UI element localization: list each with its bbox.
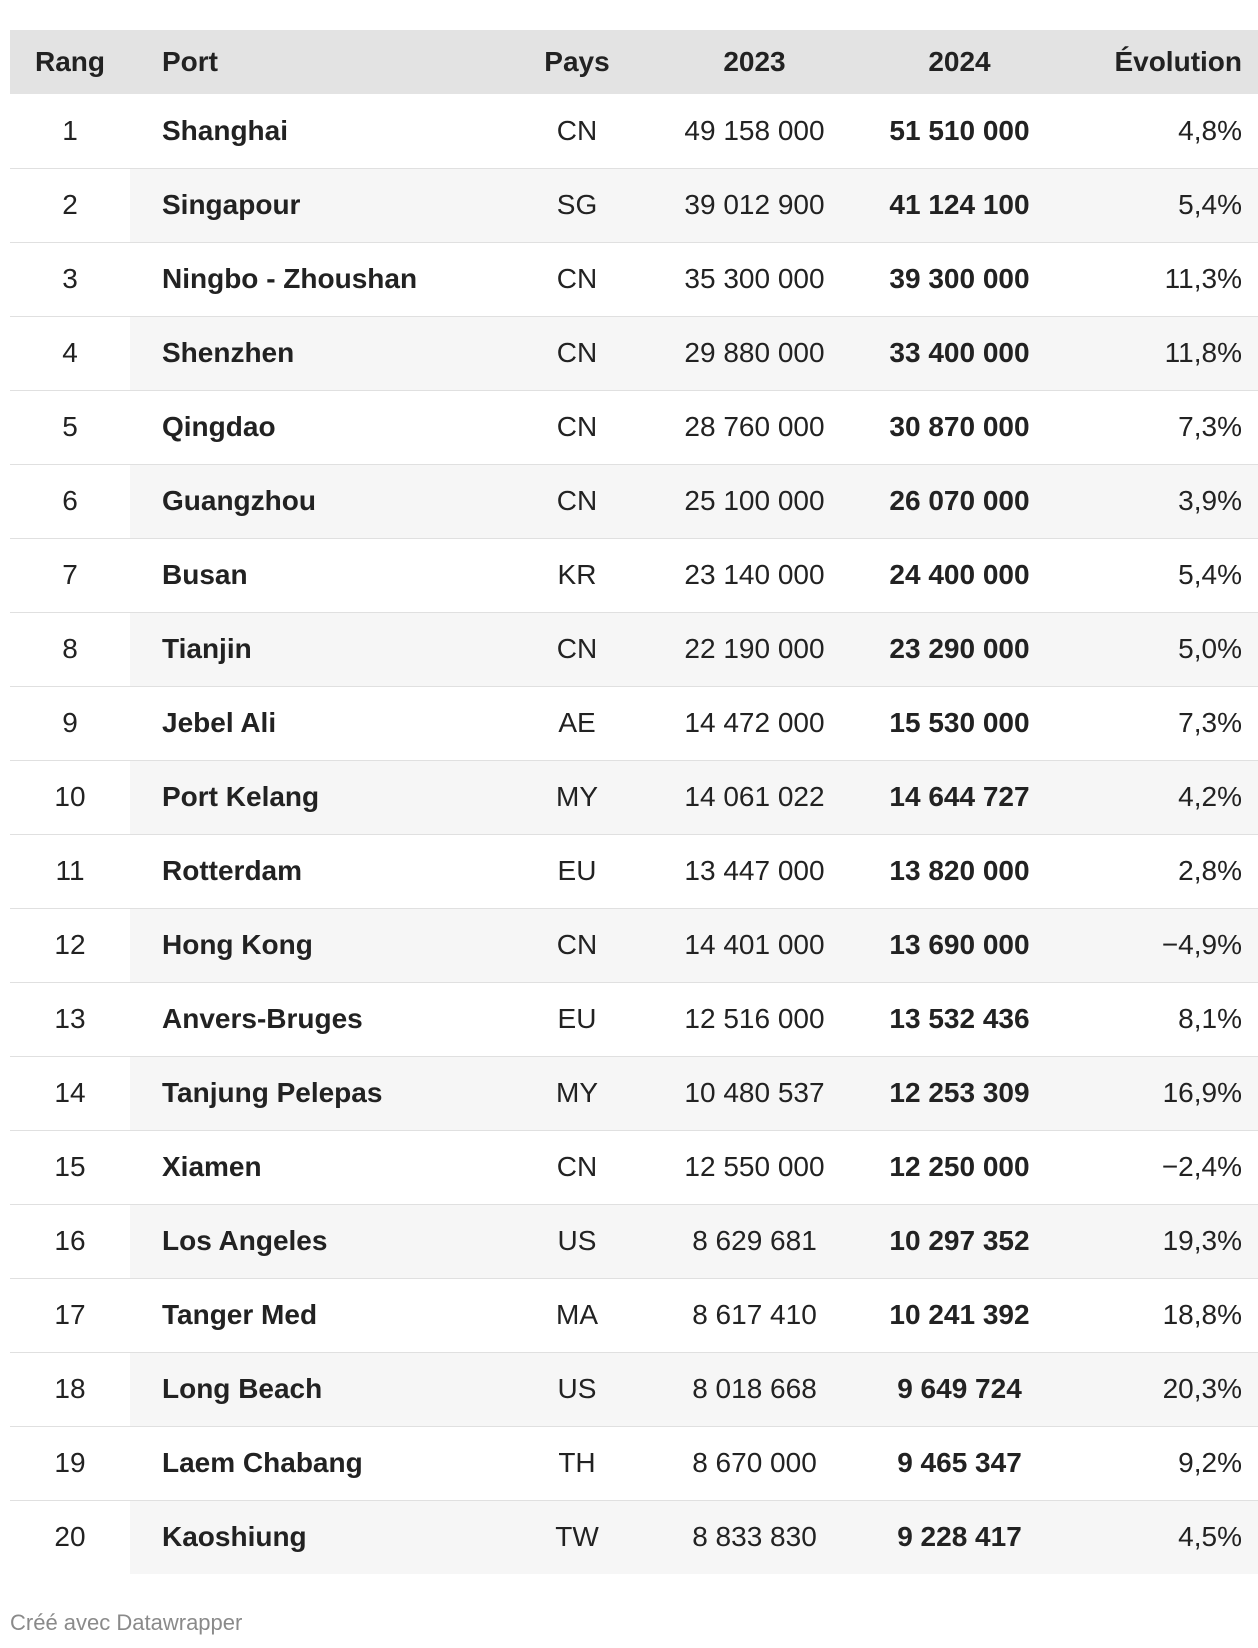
cell-2023: 8 617 410 [692, 1299, 817, 1330]
cell-2023: 8 018 668 [652, 1352, 857, 1426]
cell-port: Qingdao [162, 411, 276, 442]
ports-table-container [10, 30, 1242, 1574]
cell-2023: 29 880 000 [652, 316, 857, 390]
cell-evolution: 20,3% [1062, 1352, 1258, 1426]
cell-rang: 8 [62, 633, 78, 664]
cell-evolution: 3,9% [1062, 464, 1258, 538]
cell-2023: 14 472 000 [684, 707, 825, 738]
cell-rang: 11 [55, 855, 85, 886]
cell-evolution: 9,2% [1178, 1447, 1242, 1478]
cell-pays: CN [556, 263, 598, 294]
cell-pays: CN [556, 114, 598, 146]
cell-2023: 14 061 022 [652, 760, 857, 834]
table-row [10, 316, 1258, 390]
cell-evolution: 4,2% [1062, 760, 1258, 834]
cell-evolution: 16,9% [1062, 1056, 1258, 1130]
cell-rang: 12 [54, 929, 86, 960]
cell-evolution: 19,3% [1062, 1204, 1258, 1278]
cell-rang: 2 [62, 189, 78, 220]
cell-2023: 22 190 000 [652, 612, 857, 686]
cell-2024: 10 297 352 [857, 1204, 1062, 1278]
table-row [10, 612, 1258, 686]
table-body [10, 94, 1258, 1574]
cell-2024: 15 530 000 [889, 707, 1030, 738]
cell-rang: 1 [62, 114, 78, 146]
cell-2023: 35 300 000 [684, 263, 825, 294]
cell-2023: 28 760 000 [684, 411, 825, 442]
cell-rang: 6 [62, 485, 78, 516]
cell-port: Long Beach [130, 1352, 502, 1426]
table-row [10, 1352, 1258, 1426]
cell-rang: 14 [54, 1077, 86, 1108]
cell-evolution: 2,8% [1178, 855, 1242, 886]
cell-2024: 13 532 436 [889, 1003, 1030, 1034]
cell-pays: US [502, 1204, 652, 1278]
table-row [10, 242, 1258, 316]
cell-evolution: 4,5% [1062, 1500, 1258, 1574]
cell-pays: CN [556, 411, 598, 442]
cell-2024: 12 250 000 [889, 1151, 1030, 1182]
table-row [10, 1130, 1258, 1204]
cell-port: Laem Chabang [162, 1447, 363, 1478]
cell-port: Xiamen [162, 1151, 262, 1182]
cell-2024: 33 400 000 [857, 316, 1062, 390]
table-row [10, 982, 1258, 1056]
cell-2023: 14 401 000 [652, 908, 857, 982]
cell-rang: 4 [62, 337, 78, 368]
cell-rang: 20 [54, 1521, 86, 1553]
cell-2023: 12 516 000 [684, 1003, 825, 1034]
cell-2023: 8 670 000 [692, 1447, 817, 1478]
cell-pays: EU [557, 855, 597, 886]
cell-2024: 51 510 000 [889, 114, 1030, 146]
cell-rang: 7 [62, 559, 78, 590]
cell-evolution: 11,8% [1062, 316, 1258, 390]
cell-rang: 3 [62, 263, 78, 294]
cell-2024: 30 870 000 [889, 411, 1030, 442]
cell-rang: 15 [54, 1151, 86, 1182]
cell-port: Jebel Ali [162, 707, 277, 738]
cell-rang: 18 [54, 1373, 86, 1404]
cell-evolution: 5,0% [1062, 612, 1258, 686]
cell-2023: 8 629 681 [652, 1204, 857, 1278]
table-row [10, 464, 1258, 538]
cell-2024: 9 465 347 [897, 1447, 1022, 1478]
cell-2024: 23 290 000 [857, 612, 1062, 686]
cell-pays: TW [502, 1500, 652, 1574]
cell-pays: TH [558, 1447, 596, 1478]
cell-port: Singapour [130, 168, 502, 242]
cell-pays: MA [556, 1299, 598, 1330]
table-row [10, 168, 1258, 242]
credit-text: Créé avec Datawrapper [10, 1610, 243, 1635]
cell-2023: 13 447 000 [684, 855, 825, 886]
cell-port: Ningbo - Zhoushan [162, 263, 418, 294]
cell-rang: 19 [54, 1447, 86, 1478]
cell-rang: 16 [54, 1225, 86, 1256]
cell-2024: 41 124 100 [857, 168, 1062, 242]
table-row [10, 1056, 1258, 1130]
cell-pays: MY [502, 760, 652, 834]
cell-port: Guangzhou [130, 464, 502, 538]
table-row [10, 94, 1258, 168]
table-row [10, 908, 1258, 982]
cell-port: Tanger Med [162, 1299, 318, 1330]
cell-port: Hong Kong [130, 908, 502, 982]
cell-pays: CN [502, 612, 652, 686]
cell-2024: 14 644 727 [857, 760, 1062, 834]
table-header [10, 30, 1258, 94]
header-2023[interactable]: 2023 [723, 46, 786, 77]
cell-rang: 9 [62, 707, 78, 738]
cell-evolution: 5,4% [1062, 168, 1258, 242]
cell-2024: 12 253 309 [857, 1056, 1062, 1130]
header-row [10, 30, 1258, 94]
cell-evolution: 18,8% [1162, 1299, 1242, 1330]
cell-pays: CN [502, 316, 652, 390]
cell-2023: 10 480 537 [652, 1056, 857, 1130]
cell-evolution: −4,9% [1062, 908, 1258, 982]
table-row [10, 760, 1258, 834]
cell-2024: 26 070 000 [857, 464, 1062, 538]
cell-port: Kaoshiung [130, 1500, 502, 1574]
cell-evolution: 7,3% [1178, 707, 1242, 738]
cell-port: Tianjin [130, 612, 502, 686]
table-row [10, 1500, 1258, 1574]
cell-pays: CN [502, 464, 652, 538]
table-row [10, 390, 1258, 464]
cell-port: Anvers-Bruges [162, 1003, 363, 1034]
cell-rang: 10 [54, 781, 86, 812]
cell-2023: 39 012 900 [652, 168, 857, 242]
cell-port: Shenzhen [130, 316, 502, 390]
cell-2023: 49 158 000 [684, 114, 825, 146]
cell-port: Rotterdam [162, 855, 303, 886]
cell-2024: 10 241 392 [889, 1299, 1030, 1330]
cell-2024: 13 820 000 [889, 855, 1030, 886]
table-row [10, 538, 1258, 612]
cell-evolution: 11,3% [1164, 263, 1242, 294]
cell-rang: 13 [54, 1003, 86, 1034]
cell-pays: AE [558, 707, 596, 738]
cell-port: Shanghai [162, 114, 289, 146]
cell-port: Port Kelang [130, 760, 502, 834]
cell-pays: MY [502, 1056, 652, 1130]
cell-pays: KR [557, 559, 597, 590]
cell-pays: CN [502, 908, 652, 982]
header-pays[interactable]: Pays [544, 46, 610, 77]
cell-port: Tanjung Pelepas [130, 1056, 502, 1130]
cell-2023: 23 140 000 [684, 559, 825, 590]
cell-port: Los Angeles [130, 1204, 502, 1278]
header-evolution[interactable]: Évolution [1114, 46, 1242, 77]
cell-evolution: 4,8% [1178, 114, 1242, 146]
cell-evolution: −2,4% [1161, 1151, 1242, 1182]
cell-rang: 5 [62, 411, 78, 442]
cell-2024: 24 400 000 [889, 559, 1030, 590]
table-row [10, 1204, 1258, 1278]
cell-2024: 9 228 417 [857, 1500, 1062, 1574]
cell-2023: 8 833 830 [652, 1500, 857, 1574]
cell-pays: EU [557, 1003, 597, 1034]
ports-table [10, 30, 1258, 1574]
cell-2024: 9 649 724 [857, 1352, 1062, 1426]
cell-pays: US [502, 1352, 652, 1426]
cell-evolution: 5,4% [1178, 559, 1242, 590]
table-row [10, 834, 1258, 908]
table-row [10, 686, 1258, 760]
cell-2023: 12 550 000 [684, 1151, 825, 1182]
cell-2024: 39 300 000 [889, 263, 1030, 294]
header-port[interactable]: Port [162, 46, 218, 77]
cell-2024: 13 690 000 [857, 908, 1062, 982]
header-rang[interactable]: Rang [35, 46, 105, 77]
cell-evolution: 7,3% [1178, 411, 1242, 442]
table-row [10, 1426, 1258, 1500]
cell-2023: 25 100 000 [652, 464, 857, 538]
table-row [10, 1278, 1258, 1352]
cell-rang: 17 [54, 1299, 86, 1330]
cell-pays: CN [556, 1151, 598, 1182]
header-2024[interactable]: 2024 [928, 46, 991, 77]
cell-port: Busan [162, 559, 248, 590]
cell-evolution: 8,1% [1178, 1003, 1242, 1034]
cell-pays: SG [502, 168, 652, 242]
